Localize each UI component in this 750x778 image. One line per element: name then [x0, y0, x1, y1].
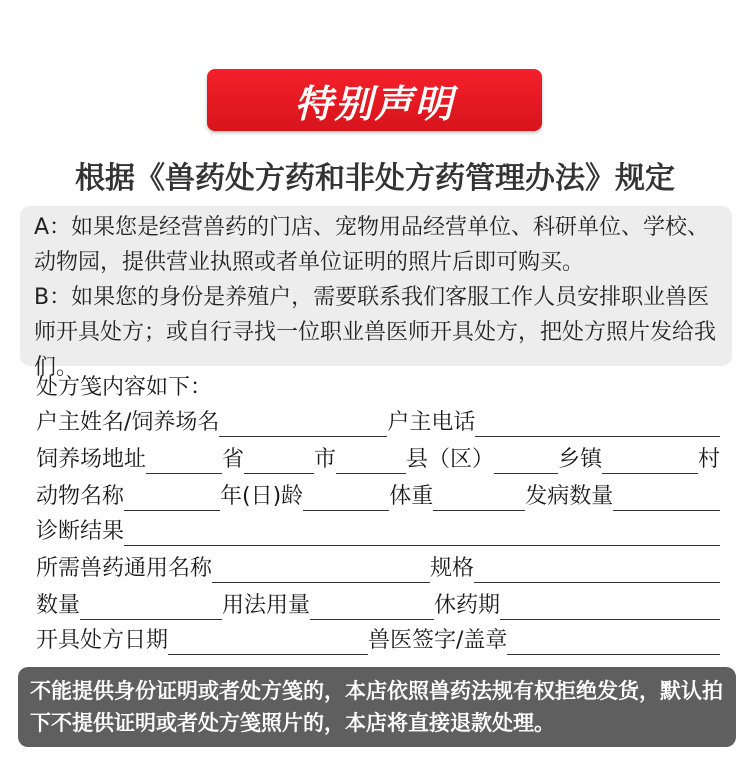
title-banner — [207, 69, 542, 131]
dosage-label: 用法用量 — [222, 593, 311, 618]
weight-field[interactable] — [433, 484, 525, 511]
form-intro: 处方笺内容如下： — [36, 375, 213, 400]
form-row-address — [36, 440, 720, 474]
date-label: 开具处方日期 — [36, 628, 169, 653]
notice-item-b: B：如果您的身份是养殖户，需要联系我们客服工作人员安排职业兽医师开具处方；或自行寻找一位职业兽医师开具处方，把处方照片发给我们。 — [34, 285, 717, 380]
notice-item-a: A：如果您是经营兽药的门店、宠物用品经营单位、科研单位、学校、动物园，提供营业执照或者单位证明的照片后即可购买。 — [34, 215, 710, 275]
quantity-label: 数量 — [36, 593, 81, 618]
owner-phone-field[interactable] — [475, 410, 720, 437]
form-row-diagnosis — [36, 512, 720, 546]
owner-name-label: 户主姓名/饲养场名 — [36, 410, 220, 435]
weight-label: 体重 — [389, 484, 434, 509]
form-row-owner — [36, 403, 720, 437]
notice-box — [20, 206, 732, 380]
spec-label: 规格 — [430, 556, 475, 581]
diagnosis-label: 诊断结果 — [36, 519, 125, 544]
form-row-sign — [36, 621, 720, 655]
town-label: 乡镇 — [558, 447, 603, 472]
age-field[interactable] — [303, 484, 389, 511]
form-row-drug — [36, 549, 720, 583]
date-field[interactable] — [168, 628, 368, 655]
footer-text: 不能提供身份证明或者处方笺的，本店依照兽药法规有权拒绝发货，默认拍下不提供证明或者处方笺照片的，本店将直接退款处理。 — [30, 679, 723, 735]
county-label: 县（区） — [406, 447, 495, 472]
owner-name-field[interactable] — [219, 410, 387, 437]
withdrawal-field[interactable] — [500, 593, 720, 620]
footer-warning — [18, 667, 736, 747]
withdrawal-label: 休药期 — [434, 593, 501, 618]
spec-field[interactable] — [474, 556, 720, 583]
drug-name-label: 所需兽药通用名称 — [36, 556, 213, 581]
age-label: 年(日)龄 — [220, 484, 304, 509]
form-row-usage — [36, 586, 720, 620]
regulation-subtitle: 根据《兽药处方药和非处方药管理办法》规定 — [75, 161, 675, 196]
province-label: 省 — [222, 447, 245, 472]
animal-name-label: 动物名称 — [36, 484, 125, 509]
diagnosis-field[interactable] — [124, 519, 720, 546]
village-label: 村 — [697, 447, 720, 472]
province-field[interactable] — [146, 447, 222, 474]
drug-name-field[interactable] — [212, 556, 430, 583]
city-label: 市 — [314, 447, 337, 472]
county-field[interactable] — [336, 447, 406, 474]
farm-address-label: 饲养场地址 — [36, 447, 147, 472]
city-field[interactable] — [244, 447, 314, 474]
signature-label: 兽医签字/盖章 — [368, 628, 508, 653]
dosage-field[interactable] — [310, 593, 434, 620]
owner-phone-label: 户主电话 — [387, 410, 476, 435]
quantity-field[interactable] — [80, 593, 222, 620]
sick-count-field[interactable] — [613, 484, 720, 511]
sick-count-label: 发病数量 — [525, 484, 614, 509]
signature-field[interactable] — [507, 628, 720, 655]
form-row-animal — [36, 477, 720, 511]
town-field[interactable] — [494, 447, 558, 474]
village-field[interactable] — [602, 447, 698, 474]
animal-name-field[interactable] — [124, 484, 220, 511]
banner-title: 特别声明 — [294, 81, 455, 126]
